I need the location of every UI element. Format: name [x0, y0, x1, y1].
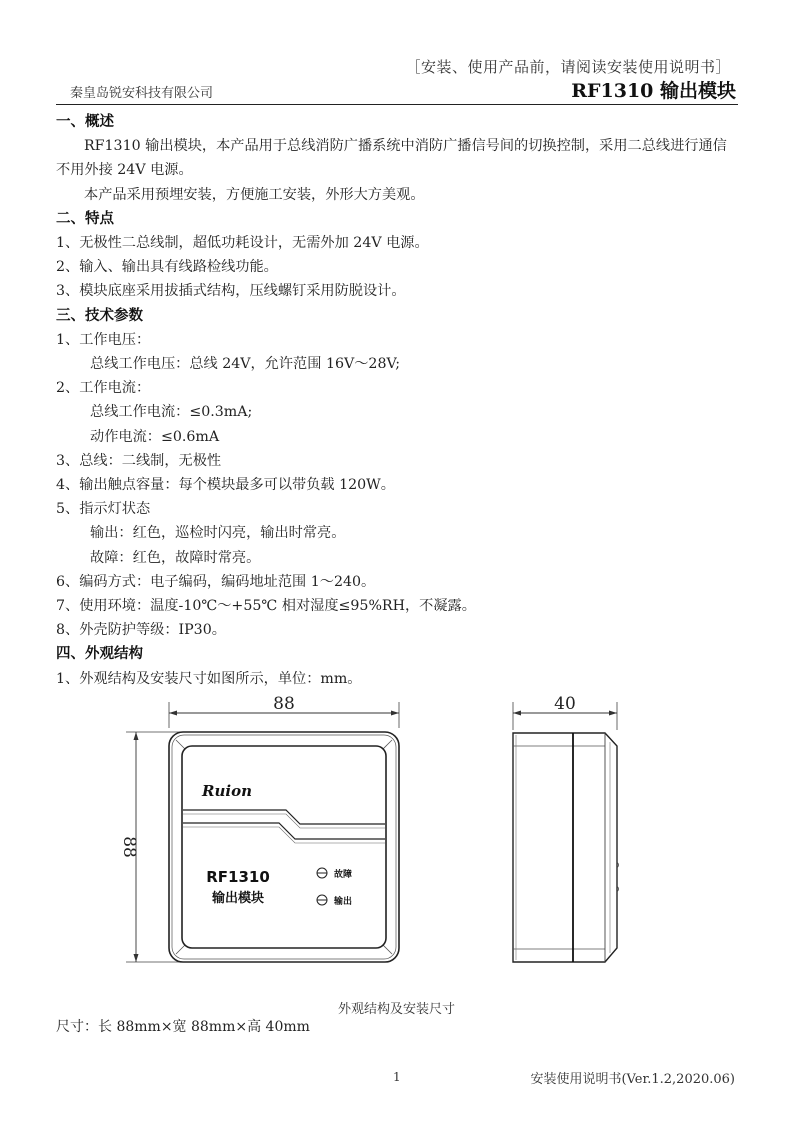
spec-item-current: 2、工作电流：	[56, 380, 151, 397]
spec-item-bus: 3、总线：二线制，无极性	[56, 452, 222, 469]
overview-paragraph-2: 本产品采用预埋安装，方便施工安装，外形大方美观。	[84, 186, 425, 203]
spec-subitem: 动作电流：≤0.6mA	[90, 428, 220, 445]
section-heading-features: 二、特点	[56, 210, 114, 227]
front-view-drawing	[110, 690, 420, 980]
header-divider	[56, 104, 738, 105]
output-indicator-label: 输出	[334, 897, 353, 907]
spec-item-output-capacity: 4、输出触点容量：每个模块最多可以带负载 120W。	[56, 477, 395, 494]
company-name: 秦皇岛锐安科技有限公司	[70, 86, 214, 101]
brand-logo: Ruion	[202, 782, 252, 800]
section-heading-specs: 三、技术参数	[56, 307, 143, 324]
page-number: 1	[393, 1070, 401, 1084]
side-view-drawing	[495, 690, 635, 980]
fault-indicator-label: 故障	[334, 870, 353, 880]
section-heading-appearance: 四、外观结构	[56, 646, 143, 663]
depth-dimension-label: 40	[554, 694, 576, 714]
feature-item: 1、无极性二总线制，超低功耗设计，无需外加 24V 电源。	[56, 235, 429, 252]
dimensions-text: 尺寸：长 88mm×宽 88mm×高 40mm	[56, 1019, 310, 1035]
spec-item-encoding: 6、编码方式：电子编码，编码地址范围 1～240。	[56, 573, 376, 590]
spec-subitem: 总线工作电压：总线 24V，允许范围 16V～28V;	[90, 356, 401, 373]
feature-item: 2、输入、输出具有线路检线功能。	[56, 259, 278, 276]
spec-item-indicators: 5、指示灯状态	[56, 501, 151, 518]
header-notice: ［安装、使用产品前，请阅读安装使用说明书］	[405, 58, 731, 76]
height-dimension-label: 88	[119, 836, 139, 858]
overview-paragraph-1: RF1310 输出模块，本产品用于总线消防广播系统中消防广播信号间的切换控制，采用二总线进行通信不用外接 24V 电源。	[56, 138, 727, 179]
document-body	[56, 110, 740, 691]
feature-item: 3、模块底座采用拔插式结构，压线螺钉采用防脱设计。	[56, 283, 406, 300]
device-model-label: RF1310	[206, 868, 270, 886]
spec-subitem: 输出：红色，巡检时闪亮，输出时常亮。	[90, 525, 346, 542]
figure-caption: 外观结构及安装尺寸	[337, 1002, 455, 1017]
device-name-label: 输出模块	[211, 891, 265, 906]
section-heading-overview: 一、概述	[56, 114, 114, 130]
spec-subitem: 总线工作电流：≤0.3mA;	[90, 404, 253, 421]
document-version: 安装使用说明书(Ver.1.2,2020.06)	[530, 1072, 735, 1087]
spec-item-environment: 7、使用环境：温度-10℃～+55℃ 相对湿度≤95%RH，不凝露。	[56, 598, 476, 615]
spec-item-voltage: 1、工作电压：	[56, 331, 151, 348]
spec-item-protection: 8、外壳防护等级：IP30。	[56, 622, 226, 639]
width-dimension-label: 88	[273, 694, 295, 714]
document-title: RF1310 输出模块	[571, 80, 736, 102]
spec-subitem: 故障：红色，故障时常亮。	[90, 549, 261, 566]
appearance-item: 1、外观结构及安装尺寸如图所示，单位：mm。	[56, 670, 362, 687]
